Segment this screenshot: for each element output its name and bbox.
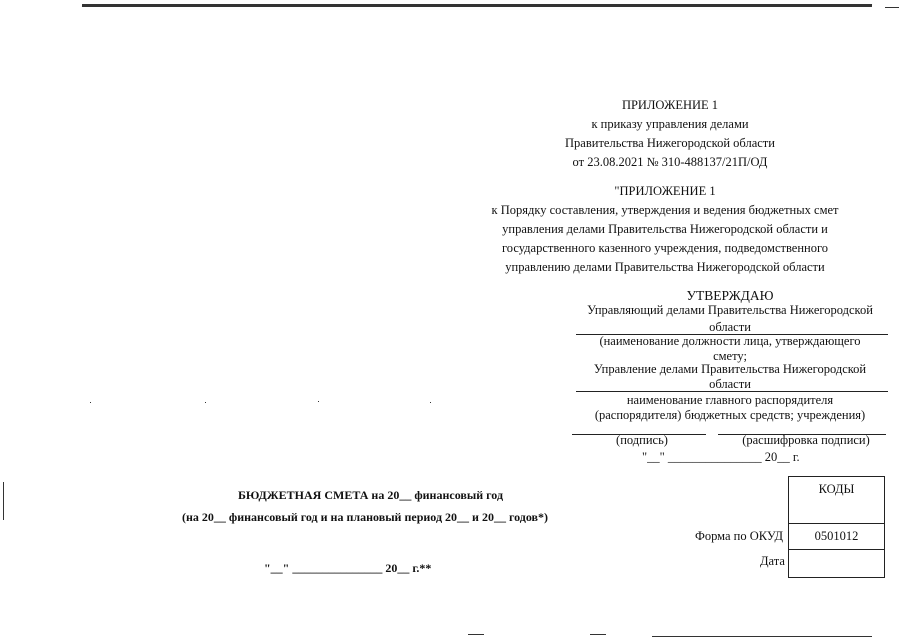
budget-date: "__" _______________ 20__ г.** [264, 561, 432, 575]
scan-dot [90, 402, 91, 403]
codes-header-cell [788, 476, 885, 524]
okud-cell [788, 523, 885, 550]
okud-label: Форма по ОКУД [695, 529, 783, 543]
caption-line: смету; [713, 349, 747, 363]
decoding-label: (расшифровка подписи) [742, 433, 870, 447]
approval-caption1 [570, 334, 890, 364]
scan-bottom-mark [652, 636, 872, 637]
caption-line: (наименование должности лица, утверждающего [599, 334, 861, 348]
approval-heading: УТВЕРЖДАЮ [686, 288, 774, 303]
approval-official-line: Управляющий делами Правительства Нижегородской [587, 303, 873, 317]
scan-left-mark [3, 482, 4, 520]
approval-official-line: области [709, 320, 751, 334]
budget-title: БЮДЖЕТНАЯ СМЕТА на 20__ финансовый год [238, 488, 504, 502]
appendix1-title: ПРИЛОЖЕНИЕ 1 [621, 98, 719, 112]
scan-bottom-mark [468, 634, 484, 635]
approval-org [570, 362, 890, 392]
caption-line: наименование главного распорядителя [626, 393, 834, 407]
scan-dot [205, 402, 206, 403]
approval-org-line: Управление делами Правительства Нижегородской [593, 362, 867, 376]
caption-line: (распорядителя) бюджетных средств; учреждения) [594, 408, 866, 422]
approval-official [570, 302, 890, 336]
appendix2-line: государственного казенного учреждения, подведомственного [501, 241, 829, 255]
okud-value: 0501012 [814, 529, 859, 543]
date-label: Дата [760, 554, 785, 568]
appendix1-line: от 23.08.2021 № 310-488137/21П/ОД [572, 155, 768, 169]
scan-bottom-mark [590, 634, 606, 635]
scan-dot [318, 401, 319, 402]
date-cell [788, 549, 885, 578]
approval-date: "__" _______________ 20__ г. [642, 450, 800, 464]
appendix1-line: Правительства Нижегородской области [565, 136, 775, 150]
signature-label: (подпись) [616, 433, 668, 447]
appendix2-block [470, 182, 860, 277]
appendix2-title: "ПРИЛОЖЕНИЕ 1 [614, 184, 716, 198]
budget-subtitle: (на 20__ финансовый год и на плановый период 20__ и 20__ годов*) [182, 510, 548, 524]
appendix2-line: управления делами Правительства Нижегородской области и [502, 222, 828, 236]
approval-org-underline [576, 391, 888, 392]
approval-caption2 [570, 393, 890, 423]
appendix1-line: к приказу управления делами [591, 117, 749, 131]
appendix2-line: к Порядку составления, утверждения и ведения бюджетных смет [491, 203, 839, 217]
scan-top-border [82, 4, 872, 7]
scan-top-border-end [885, 7, 899, 8]
approval-org-line: области [709, 377, 751, 391]
scan-dot [430, 402, 431, 403]
appendix2-line: управлению делами Правительства Нижегородской области [505, 260, 825, 274]
appendix1-block [520, 96, 820, 172]
codes-header: КОДЫ [818, 482, 855, 496]
